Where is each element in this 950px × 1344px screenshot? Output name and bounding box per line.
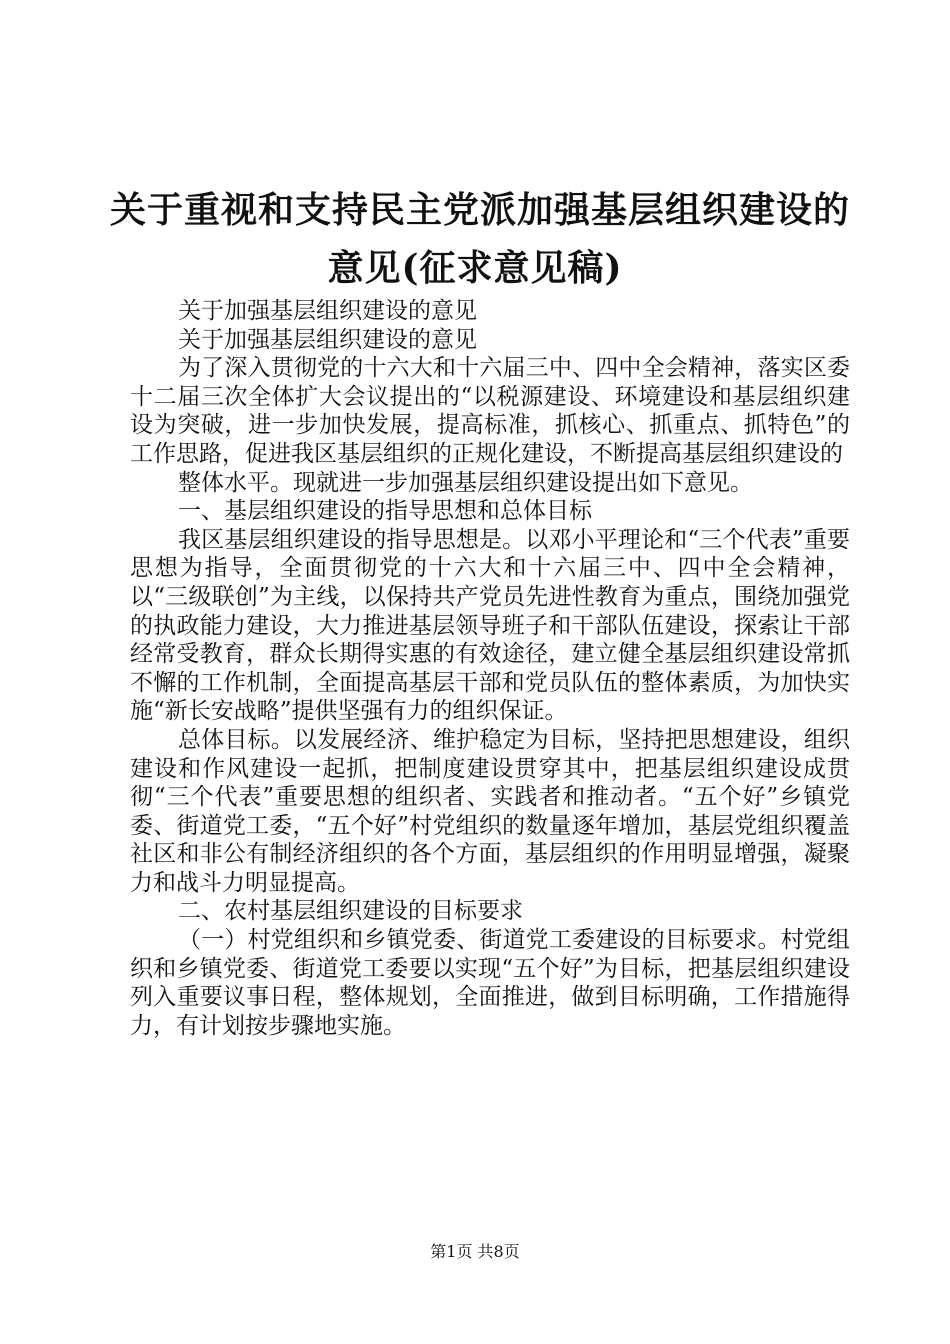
document-title-line-1: 关于重视和支持民主党派加强基层组织建设的	[110, 189, 851, 231]
paragraph-subtitle-2: 关于加强基层组织建设的意见	[178, 326, 477, 353]
section-heading-2: 二、农村基层组织建设的目标要求	[178, 898, 523, 925]
paragraph-intro: 为了深入贯彻党的十六大和十六届三中、四中全会精神，落实区委十二届三次全体扩大会议提出的“以税源建设、环境建设和基层组织建设为突破，进一步加快发展，提高标准，抓核心、抓重点、抓特色”的工作思路，促进我区基层组织的正规化建设，不断提高基层组织建设的	[130, 355, 850, 467]
paragraph-intro-continued: 整体水平。现就进一步加强基层组织建设提出如下意见。	[178, 469, 753, 496]
document-title-line-2: 意见(征求意见稿)	[327, 247, 623, 289]
paragraph-subsection-1: （一）村党组织和乡镇党委、街道党工委建设的目标要求。村党组织和乡镇党委、街道党工委要以实现“五个好”为目标，把基层组织建设列入重要议事日程，整体规划，全面推进，做到目标明确，工作措施得力，有计划按步骤地实施。	[130, 927, 850, 1039]
paragraph-subtitle-1: 关于加强基层组织建设的意见	[178, 298, 477, 324]
section-heading-1: 一、基层组织建设的指导思想和总体目标	[178, 498, 592, 525]
paragraph-guiding-ideology: 我区基层组织建设的指导思想是。以邓小平理论和“三个代表”重要思想为指导，全面贯彻党的十六大和十六届三中、四中全会精神，以“三级联创”为主线，以保持共产党员先进性教育为重点，围绕加强党的执政能力建设，大力推进基层领导班子和干部队伍建设，探索让干部经常受教育，群众长期得实惠的有效途径，建立健全基层组织建设常抓不懈的工作机制，全面提高基层干部和党员队伍的整体素质，为加快实施“新长安战略”提供坚强有力的组织保证。	[130, 526, 850, 725]
paragraph-overall-goals: 总体目标。以发展经济、维护稳定为目标，坚持把思想建设，组织建设和作风建设一起抓，把制度建设贯穿其中，把基层组织建设成贯彻“三个代表”重要思想的组织者、实践者和推动者。“五个好”乡镇党委、街道党工委，“五个好”村党组织的数量逐年增加，基层党组织覆盖社区和非公有制经济组织的各个方面，基层组织的作用明显增强，凝聚力和战斗力明显提高。	[130, 726, 850, 896]
document-body	[130, 297, 850, 1040]
page-footer: 第1页 共8页	[430, 1242, 520, 1261]
